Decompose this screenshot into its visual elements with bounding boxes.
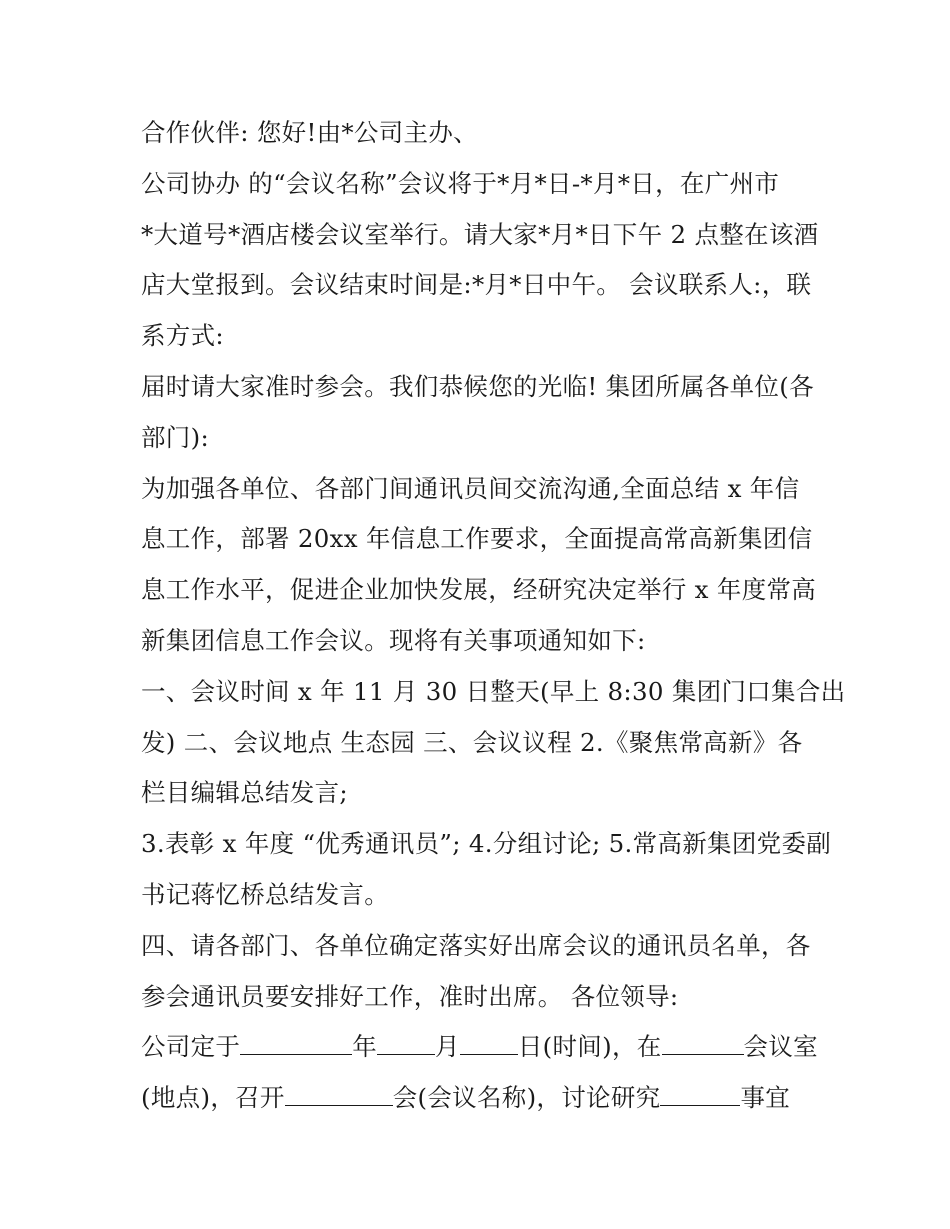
form-text: (地点)，召开 [141, 1083, 285, 1113]
text-line: 四、请各部门、各单位确定落实好出席会议的通讯员名单，各 [141, 930, 811, 960]
form-text: 会(会议名称)，讨论研究 [392, 1083, 661, 1113]
blank-underline [285, 1081, 393, 1106]
form-text: 公司定于 [141, 1032, 241, 1062]
blank-underline [460, 1030, 518, 1055]
text-line: 为加强各单位、各部门间通讯员间交流沟通,全面总结 x 年信 [141, 473, 800, 503]
text-line: 息工作，部署 20xx 年信息工作要求，全面提高常高新集团信 [141, 524, 813, 554]
document-body [141, 108, 846, 1124]
text-line: 新集团信息工作会议。现将有关事项通知如下: [141, 625, 646, 655]
text-line: 书记蒋忆桥总结发言。 [141, 879, 389, 909]
text-line: *大道号*酒店楼会议室举行。请大家*月*日下午 2 点整在该酒 [141, 219, 819, 249]
text-line: 公司协办 的“会议名称”会议将于*月*日-*月*日，在广州市 [141, 168, 780, 198]
text-line: 发) 二、会议地点 生态园 三、会议议程 2.《聚焦常高新》各 [141, 727, 803, 757]
text-line: 店大堂报到。会议结束时间是:*月*日中午。 会议联系人:，联 [141, 270, 812, 300]
text-line: 3.表彰 x 年度 “优秀通讯员”; 4.分组讨论; 5.常高新集团党委副 [141, 829, 832, 859]
text-line: 部门): [141, 422, 210, 452]
form-text: 年 [352, 1032, 378, 1062]
text-line: 息工作水平，促进企业加快发展，经研究决定举行 x 年度常高 [141, 575, 817, 605]
form-text: 日(时间)，在 [517, 1032, 662, 1062]
blank-underline [662, 1030, 744, 1055]
form-text: 月 [435, 1032, 460, 1062]
text-line: 届时请大家准时参会。我们恭候您的光临! 集团所属各单位(各 [141, 371, 814, 401]
text-line: 系方式: [141, 321, 224, 351]
form-line-meeting [141, 1073, 821, 1124]
text-line: 栏目编辑总结发言; [141, 778, 348, 808]
form-text: 会议室 [743, 1032, 818, 1062]
text-line: 参会通讯员要安排好工作，准时出席。 各位领导: [141, 981, 679, 1011]
form-line-date-place [141, 1022, 821, 1073]
blank-underline [660, 1081, 740, 1106]
text-line: 一、会议时间 x 年 11 月 30 日整天(早上 8:30 集团门口集合出 [141, 676, 846, 706]
text-line: 合作伙伴: 您好!由*公司主办、 [141, 118, 478, 147]
blank-underline [377, 1030, 435, 1055]
blank-underline [240, 1030, 352, 1055]
form-text: 事宜 [740, 1083, 791, 1113]
